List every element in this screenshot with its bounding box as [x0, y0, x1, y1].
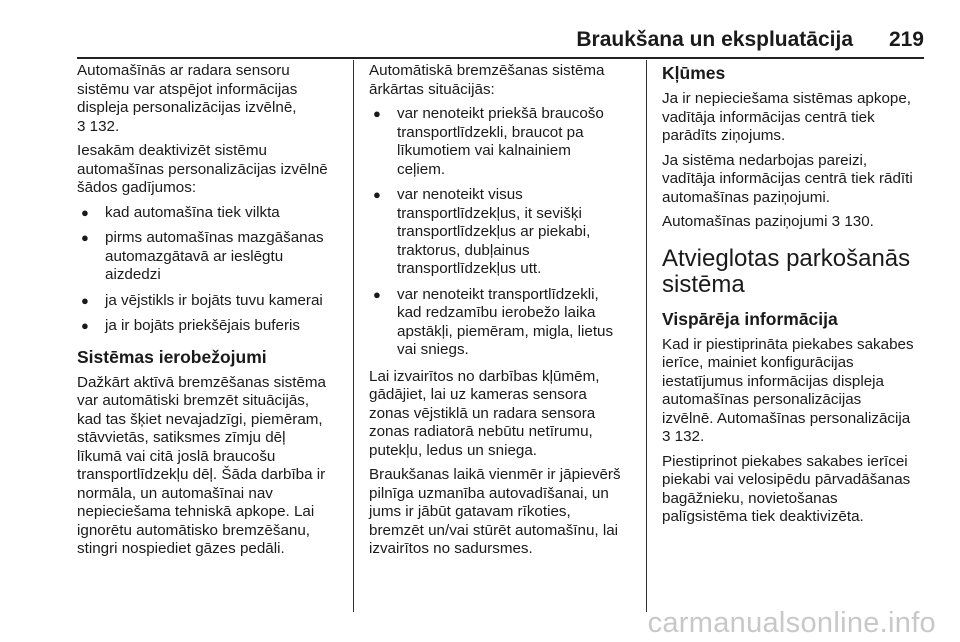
paragraph [77, 142, 349, 198]
list-item: ● ja vējstikls ir bojāts tuvu kamerai [77, 292, 349, 311]
text-line: šādos gadījumos: [77, 179, 197, 196]
text-line: Automašīnās ar radara sensoru [77, 62, 290, 79]
running-title: Braukšana un ekspluatācija [576, 28, 853, 51]
section-heading: Atvieglotas parkošanās sistēma [662, 244, 911, 298]
paragraph: Automātiskā bremzēšanas sistēma ārkārtas situācijās: [369, 62, 605, 98]
column-divider-2 [646, 60, 647, 612]
column-3 [662, 62, 930, 533]
column-divider-1 [353, 60, 354, 612]
page-number: 219 [888, 28, 924, 51]
subheading: Kļūmes [662, 63, 726, 83]
paragraph: Kad ir piestiprināta piekabes sakabes ierīce, mainiet konfigurācijas iestatījumus informācijas displeja automašīnas personalizācijas izvēlnē. Automašīnas personalizācija 3 132. [662, 336, 930, 447]
paragraph: Ja sistēma nedarbojas pareizi, vadītāja informācijas centrā tiek rādīti automašīnas paziņojumi. [662, 151, 913, 206]
page-reference-link[interactable]: 3 132. [662, 428, 705, 445]
paragraph [77, 62, 349, 136]
list-item: ● kad automašīna tiek vilkta [77, 204, 349, 223]
paragraph: Lai izvairītos no darbības kļūmēm, gādājiet, lai uz kameras sensora zonas vējstiklā un radara sensora zonas radiatorā nebūtu netīrumu, putekļu, ledus un sniega. [369, 367, 600, 459]
text-line: Iesakām deaktivizēt sistēmu [77, 142, 267, 159]
column-2 [369, 62, 637, 565]
bullet-list [77, 204, 349, 336]
list-item: ● var nenoteikt visus transportlīdzekļus, it sevišķi transportlīdzekļus ar piekabi, traktorus, dubļainus transportlīdzekļus utt. [369, 186, 637, 279]
paragraph: Braukšanas laikā vienmēr ir jāpievērš pilnīga uzmanība autovadīšanai, un jums ir jābūt gatavam rīkoties, bremzēt un/vai stūrēt automašīnu, lai izvairītos no sadursmes. [369, 466, 621, 557]
text-line: automašīnas personalizācijas izvēlnē [77, 160, 328, 178]
bullet-list [369, 105, 637, 360]
header-rule [77, 57, 924, 59]
list-item: ● pirms automašīnas mazgāšanas automazgātavā ar ieslēgtu aizdedzi [77, 229, 349, 285]
watermark: carmanualsonline.info [647, 607, 936, 639]
text-line: sistēmu var atspējot informācijas [77, 80, 298, 98]
paragraph: Dažkārt aktīvā bremzēšanas sistēma var automātiski bremzēt situācijās, kad tas šķiet nevajadzīgi, piemēram, stāvvietās, satiksmes zīmju dēļ līkumā vai citā joslā braucošu transportlīdzekļu dēļ. Šāda darbība ir normāla, un automašīnai nav nepieciešama tehniskā apkope. Lai ignorētu automātisko bremzēšanu, stingri nospiediet gāzes pedāli. [77, 373, 326, 557]
page-header [0, 0, 960, 58]
column-1 [77, 62, 349, 565]
page-reference-link[interactable]: Automašīnas paziņojumi 3 130. [662, 213, 874, 230]
paragraph: Piestiprinot piekabes sakabes ierīcei piekabi vai velosipēdu pārvadāšanas bagāžnieku, novietošanas palīgsistēma tiek deaktivizēta. [662, 452, 911, 525]
subheading: Vispārēja informācija [662, 308, 838, 329]
list-item: ● var nenoteikt transportlīdzekli, kad redzamību ierobežo laika apstākļi, piemēram, migla, lietus vai sniegs. [369, 286, 637, 360]
list-item: ● ja ir bojāts priekšējais buferis [77, 317, 349, 336]
paragraph: Ja ir nepieciešama sistēmas apkope, vadītāja informācijas centrā tiek parādīts ziņojums. [662, 90, 912, 144]
page-reference-link[interactable]: 3 132. [77, 117, 120, 135]
paragraph [662, 213, 930, 232]
list-item: ● var nenoteikt priekšā braucošo transportlīdzekli, braucot pa līkumotiem vai kalnainiem ceļiem. [369, 105, 637, 179]
subheading: Sistēmas ierobežojumi [77, 346, 267, 367]
text-line: displeja personalizācijas izvēlnē, [77, 99, 297, 116]
